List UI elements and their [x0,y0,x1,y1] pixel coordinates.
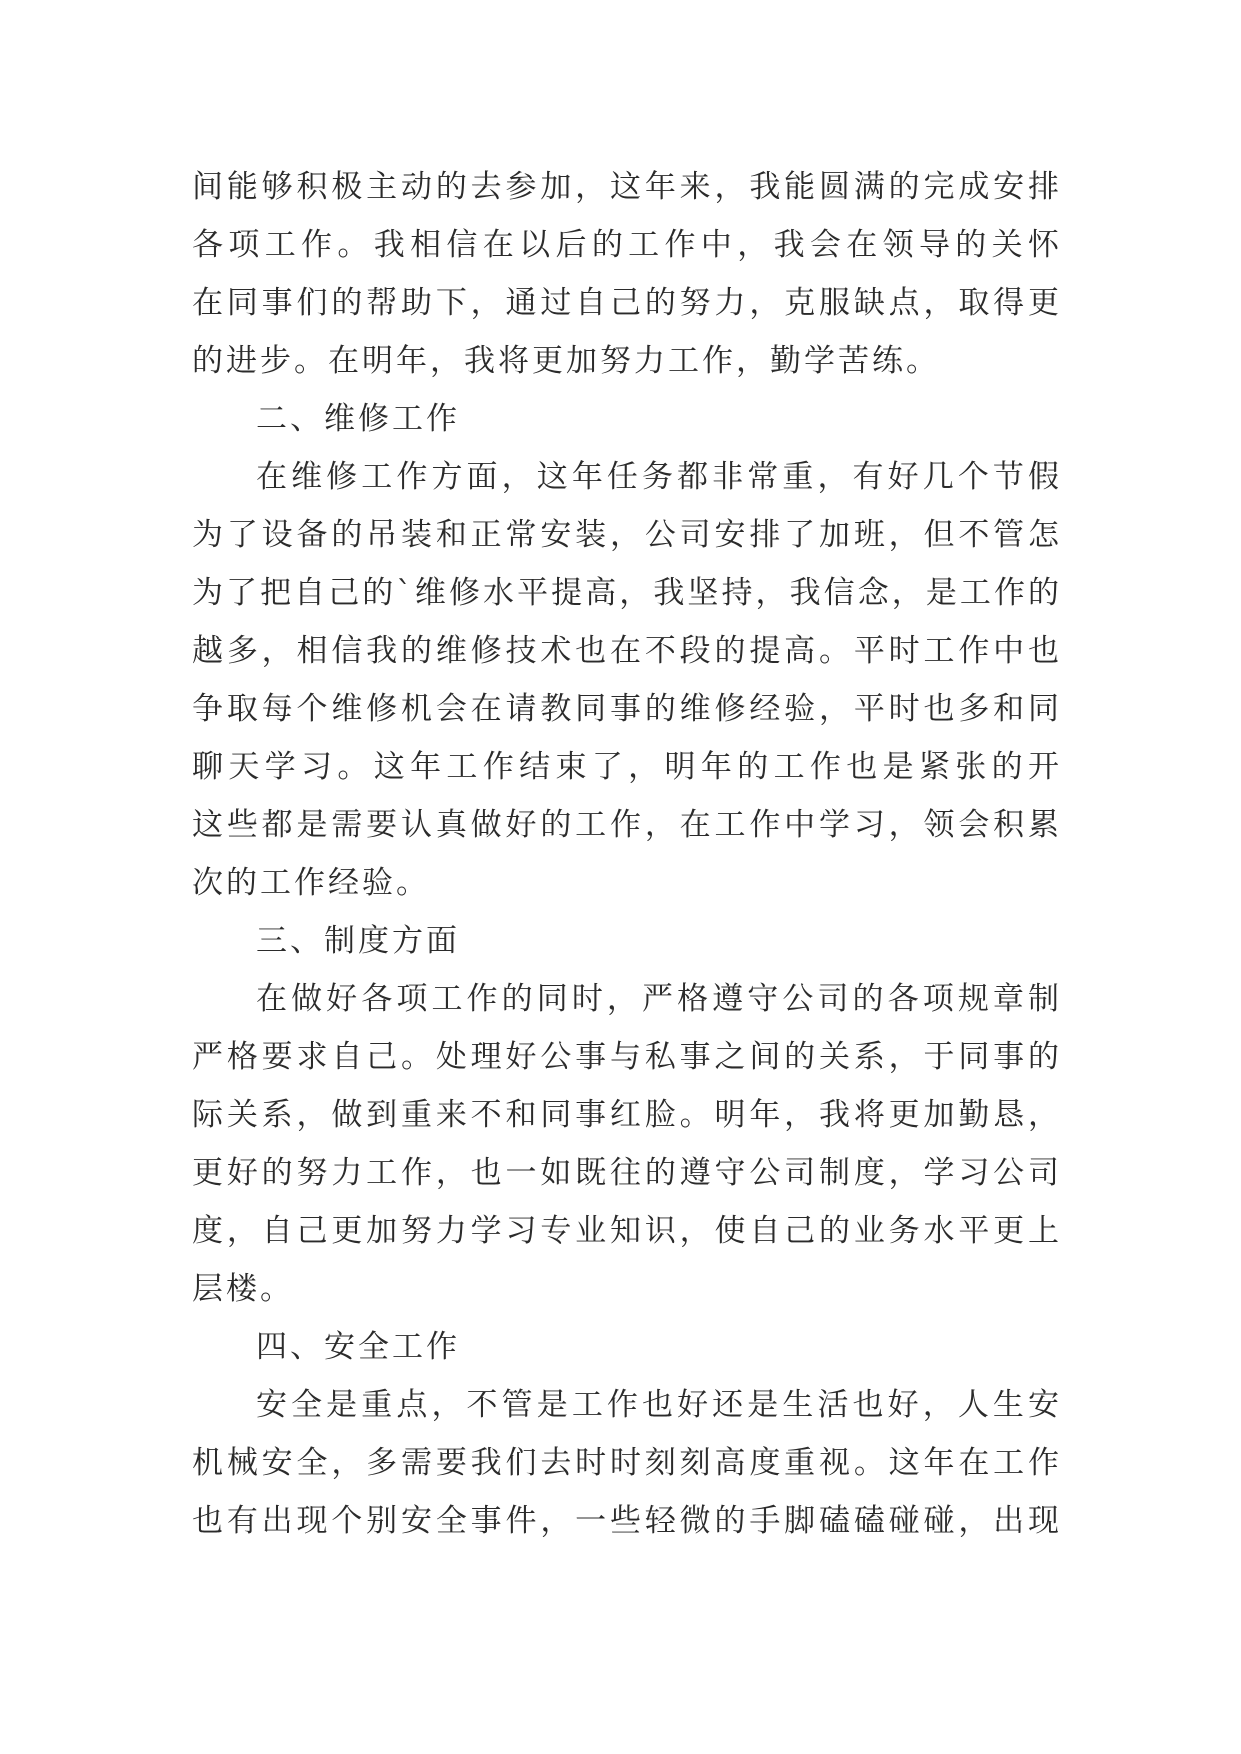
document-body [192,158,1062,1550]
text-line: 更好的努力工作，也一如既往的遵守公司制度，学习公司 [192,1155,1062,1191]
text-line: 次的工作经验。 [192,865,430,901]
text-line: 机械安全，多需要我们去时时刻刻高度重视。这年在工作 [192,1445,1062,1481]
text-line: 这些都是需要认真做好的工作，在工作中学习，领会积累 [192,807,1062,843]
text-line: 的进步。在明年，我将更加努力工作，勤学苦练。 [192,343,940,379]
text-line: 争取每个维修机会在请教同事的维修经验，平时也多和同 [192,691,1062,727]
text-line: 三、制度方面 [256,923,460,959]
text-line: 在维修工作方面，这年任务都非常重，有好几个节假 [256,459,1062,495]
text-line: 层楼。 [192,1271,294,1307]
text-line: 间能够积极主动的去参加，这年来，我能圆满的完成安排 [192,169,1062,205]
text-line: 安全是重点，不管是工作也好还是生活也好，人生安 [256,1387,1062,1423]
text-line: 在同事们的帮助下，通过自己的努力，克服缺点，取得更 [192,285,1062,321]
text-line: 度，自己更加努力学习专业知识，使自己的业务水平更上 [192,1213,1062,1249]
text-line: 际关系，做到重来不和同事红脸。明年，我将更加勤恳， [192,1097,1062,1133]
text-line: 严格要求自己。处理好公事与私事之间的关系，于同事的 [192,1039,1062,1075]
text-line: 为了设备的吊装和正常安装，公司安排了加班，但不管怎 [192,517,1062,553]
text-line: 在做好各项工作的同时，严格遵守公司的各项规章制 [256,981,1062,1017]
text-line: 越多，相信我的维修技术也在不段的提高。平时工作中也 [192,633,1062,669]
text-line: 也有出现个别安全事件，一些轻微的手脚磕磕碰碰，出现 [192,1503,1062,1539]
text-line: 聊天学习。这年工作结束了，明年的工作也是紧张的开 [192,749,1062,785]
text-line: 四、安全工作 [256,1329,460,1365]
text-line: 各项工作。我相信在以后的工作中，我会在领导的关怀 [192,227,1062,263]
text-line: 为了把自己的`维修水平提高，我坚持，我信念，是工作的 [192,575,1062,611]
text-line: 二、维修工作 [256,401,460,437]
